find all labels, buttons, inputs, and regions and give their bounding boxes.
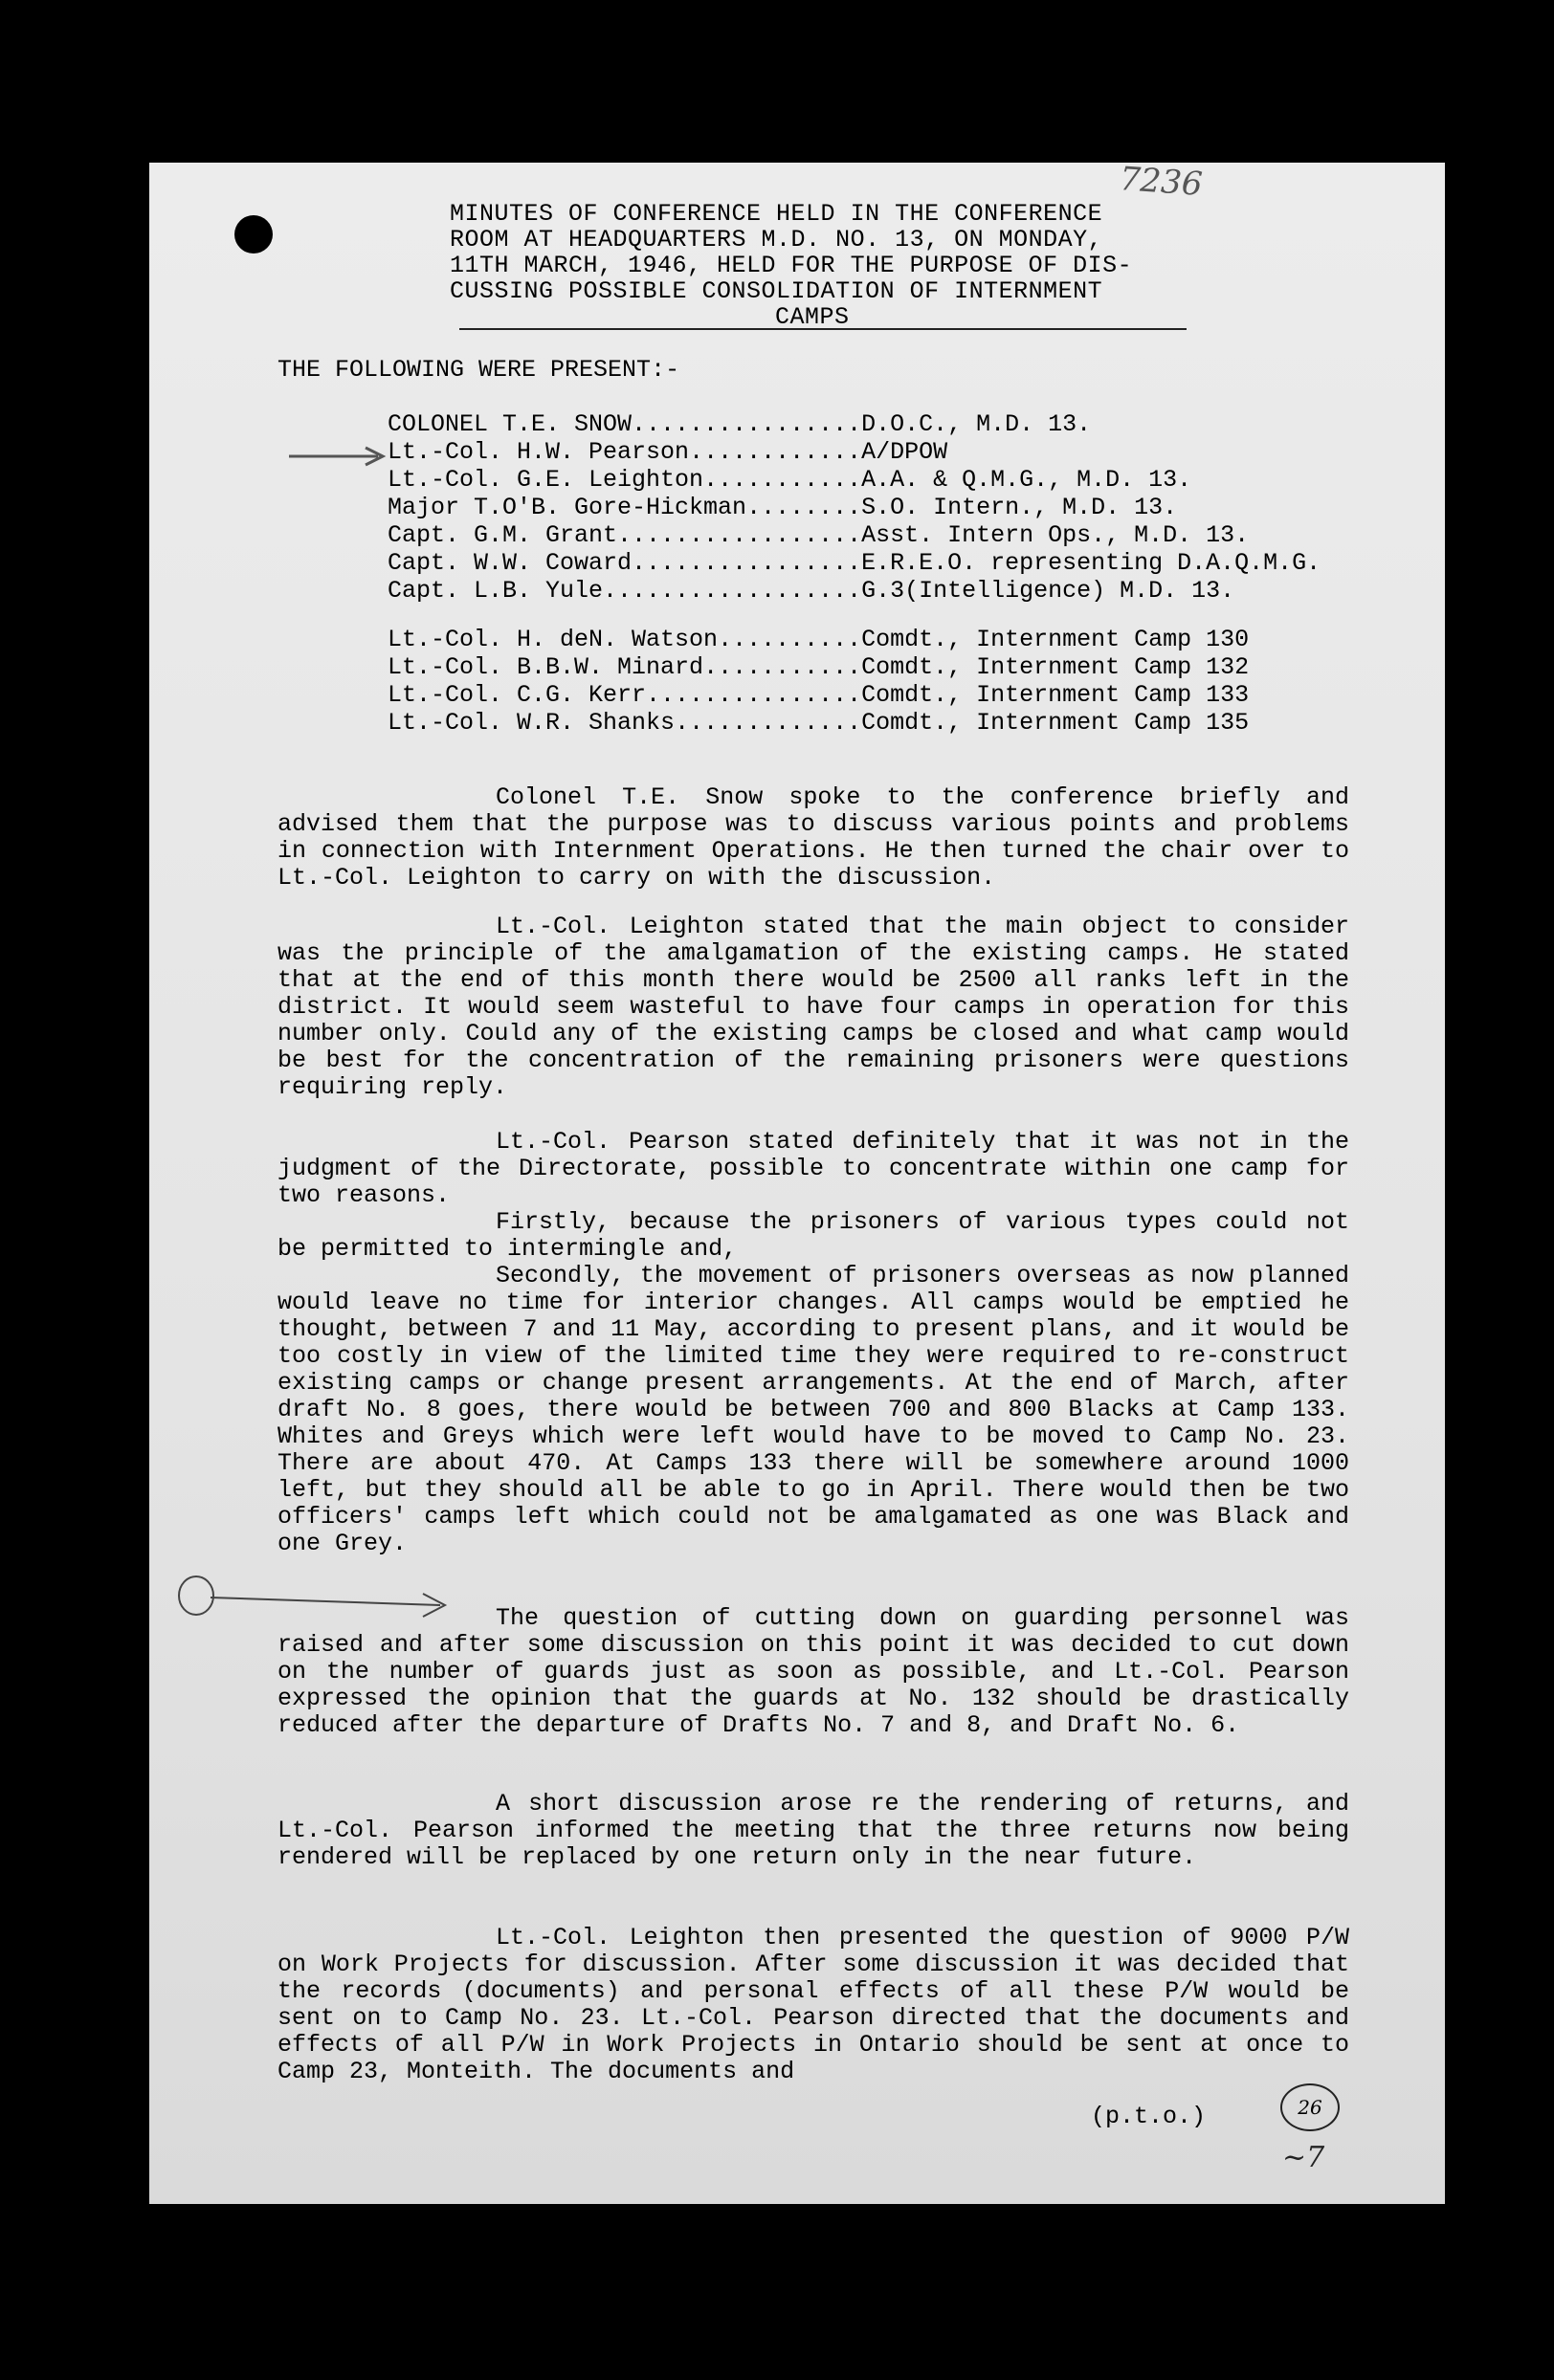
minutes-paragraph: Secondly, the movement of prisoners overseas as now planned would leave no time for interior changes. All camps would be emptied he thought, between 7 and 11 May, according to present plans, and it would be too costly in view of the limited time they were required to re-construct existing camps or change present arrangements. At the end of March, after draft No. 8 goes, there would be between 700 and 800 Blacks at Camp 133. Whites and Greys which were left would have to be moved to Camp No. 23. There are about 470. At Camps 133 there will be somewhere around 1000 left, but they should all be able to go in April. There would then be two officers' camps left which could not be amalgamated as one was Black and one Grey. [278, 1262, 1349, 1557]
title-line: MINUTES OF CONFERENCE HELD IN THE CONFERENCE [450, 200, 1103, 228]
handwritten-arrow-icon [287, 442, 392, 471]
minutes-paragraph: Lt.-Col. Leighton then presented the question of 9000 P/W on Work Projects for discussion. After some discussion it was decided that the records (documents) and personal effects of all these P/W would be sent on to Camp No. 23. Lt.-Col. Pearson directed that the documents and effects of all P/W in Work Projects in Ontario should be sent at once to Camp 23, Monteith. The documents and [278, 1924, 1349, 2085]
continued-note: (p.t.o.) [1091, 2103, 1207, 2130]
attendee-row: Lt.-Col. H.W. Pearson............A/DPOW [388, 438, 948, 466]
attendee-row: COLONEL T.E. SNOW................D.O.C., M.D. 13. [388, 410, 1092, 438]
punch-hole [234, 215, 273, 253]
attendee-row: Lt.-Col. H. deN. Watson..........Comdt., Internment Camp 130 [388, 626, 1250, 653]
minutes-paragraph: Firstly, because the prisoners of various types could not be permitted to intermingle and, [278, 1208, 1349, 1263]
title-line: 11TH MARCH, 1946, HELD FOR THE PURPOSE OF DIS- [450, 252, 1133, 279]
attendee-row: Lt.-Col. C.G. Kerr...............Comdt., Internment Camp 133 [388, 681, 1250, 709]
minutes-paragraph: Lt.-Col. Pearson stated definitely that it was not in the judgment of the Directorate, possible to concentrate within one camp for two reasons. [278, 1128, 1349, 1209]
minutes-title [450, 201, 1196, 330]
attendee-row: Lt.-Col. G.E. Leighton...........A.A. & Q.M.G., M.D. 13. [388, 466, 1192, 494]
minutes-paragraph: A short discussion arose re the rendering of returns, and Lt.-Col. Pearson informed the meeting that the three returns now being rendered will be replaced by one return only in the near future. [278, 1790, 1349, 1871]
attendee-row: Lt.-Col. B.B.W. Minard...........Comdt., Internment Camp 132 [388, 653, 1250, 681]
archive-number: 7236 [1118, 160, 1204, 204]
title-line: CUSSING POSSIBLE CONSOLIDATION OF INTERNMENT [450, 277, 1103, 305]
title-line: CAMPS [775, 303, 850, 331]
page-circle-note: 26 [1280, 2083, 1340, 2131]
title-line: ROOM AT HEADQUARTERS M.D. NO. 13, ON MONDAY, [450, 226, 1103, 253]
title-underline [459, 328, 1187, 330]
attendee-row: Capt. W.W. Coward................E.R.E.O. representing D.A.Q.M.G. [388, 549, 1321, 577]
attendee-row: Lt.-Col. W.R. Shanks.............Comdt., Internment Camp 135 [388, 709, 1250, 737]
minutes-paragraph: Colonel T.E. Snow spoke to the conference briefly and advised them that the purpose was to discuss various points and problems in connection with Internment Operations. He then turned the chair over to Lt.-Col. Leighton to carry on with the discussion. [278, 783, 1349, 892]
minutes-paragraph: Lt.-Col. Leighton stated that the main object to consider was the principle of the amalgamation of the existing camps. He stated that at the end of this month there would be 2500 all ranks left in the district. It would seem wasteful to have four camps in operation for this number only. Could any of the existing camps be closed and what camp would be best for the concentration of the remaining prisoners were questions requiring reply. [278, 913, 1349, 1101]
attendee-row: Major T.O'B. Gore-Hickman........S.O. Intern., M.D. 13. [388, 494, 1178, 521]
minutes-paragraph: The question of cutting down on guarding personnel was raised and after some discussion on this point it was decided to cut down on the number of guards just as soon as possible, and Lt.-Col. Pearson expressed the opinion that the guards at No. 132 should be drastically reduced after the departure of Drafts No. 7 and 8, and Draft No. 6. [278, 1604, 1349, 1739]
attendee-row: Capt. L.B. Yule..................G.3(Intelligence) M.D. 13. [388, 577, 1235, 605]
attendee-row: Capt. G.M. Grant.................Asst. Intern Ops., M.D. 13. [388, 521, 1250, 549]
present-header: THE FOLLOWING WERE PRESENT:- [278, 356, 680, 384]
handwritten-mark-icon: ~7 [1282, 2141, 1325, 2174]
